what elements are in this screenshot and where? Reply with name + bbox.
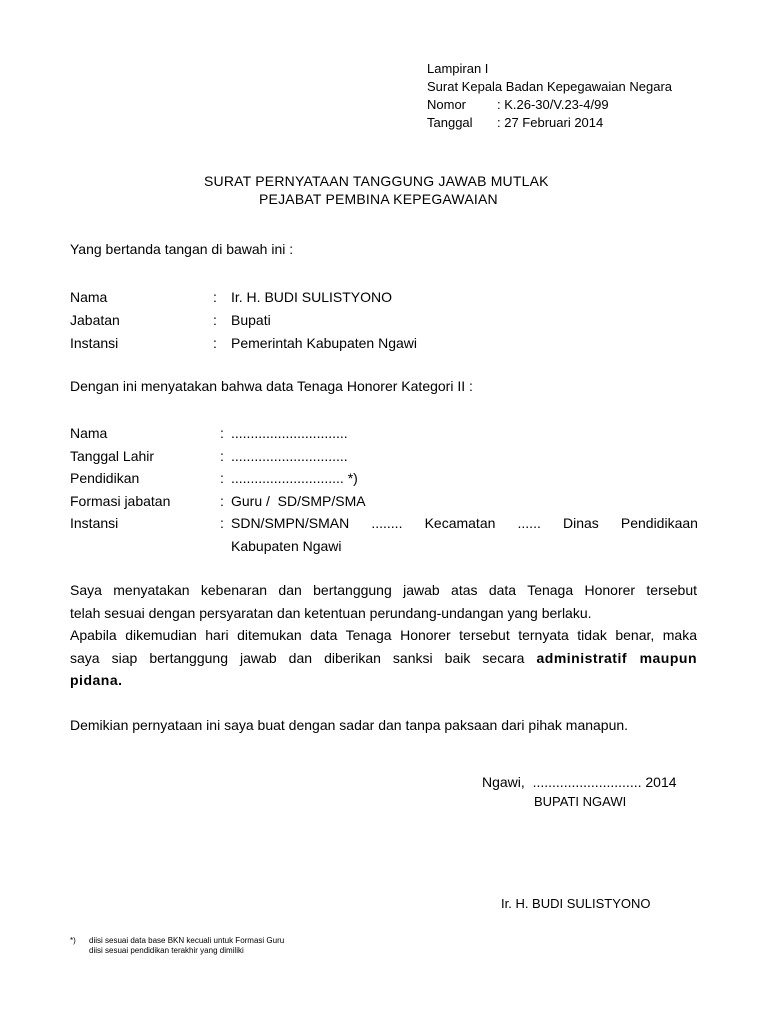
statement-text: Dengan ini menyatakan bahwa data Tenaga Honorer Kategori II :	[70, 378, 473, 394]
official-identity	[70, 286, 417, 355]
nomor-label: Nomor	[427, 97, 467, 112]
honorer-birthdate-label: Tanggal Lahir	[70, 447, 155, 464]
official-position-row	[70, 309, 417, 332]
surat-text: Surat Kepala Badan Kepegawaian Negara	[427, 79, 673, 94]
honorer-name-value: ..............................	[231, 425, 348, 441]
honorer-education-label: Pendidikan	[70, 470, 140, 486]
official-agency-label: Instansi	[70, 335, 119, 351]
separator: :	[220, 470, 224, 486]
honorer-formation-label: Formasi jabatan	[70, 492, 171, 509]
paragraph-line-normal: saya siap bertanggung jawab dan diberikan sanksi baik secara	[70, 649, 525, 666]
official-agency-row	[70, 332, 417, 355]
footnote-line: diisi sesuai pendidikan terakhir yang dimiliki	[89, 946, 244, 955]
separator: :	[220, 515, 224, 531]
honorer-birthdate-row	[70, 445, 698, 468]
paragraph-line: Apabila dikemudian hari ditemukan data Tenaga Honorer tersebut ternyata tidak benar, maka	[70, 627, 697, 643]
official-name-label: Nama	[70, 289, 108, 305]
separator: :	[220, 447, 224, 464]
honorer-identity	[70, 422, 698, 557]
separator: :	[213, 312, 217, 328]
agency-part: Dinas	[562, 515, 599, 531]
paragraph-line-bold: pidana.	[70, 672, 123, 688]
signature-name: Ir. H. BUDI SULISTYONO	[501, 896, 651, 911]
document-title-line1: SURAT PERNYATAAN TANGGUNG JAWAB MUTLAK	[204, 173, 549, 189]
closing-text: Demikian pernyataan ini saya buat dengan sadar dan tanpa paksaan dari pihak manapun.	[70, 717, 629, 733]
signature-place-date: Ngawi, ............................ 2014	[482, 774, 677, 790]
honorer-agency-row	[70, 512, 698, 535]
official-name-row	[70, 286, 417, 309]
footnote-mark: *)	[70, 936, 76, 945]
footnote-spacer	[70, 946, 89, 956]
honorer-education-value: ............................. *)	[231, 470, 358, 486]
separator: :	[220, 492, 224, 509]
honorer-name-label: Nama	[70, 425, 108, 441]
footnote-line: diisi sesuai data base BKN kecuali untuk Formasi Guru	[89, 936, 285, 945]
agency-part: Kecamatan	[424, 515, 496, 531]
honorer-agency-value	[231, 512, 698, 535]
official-position-value: Bupati	[231, 312, 271, 328]
official-agency-value: Pemerintah Kabupaten Ngawi	[231, 335, 418, 351]
official-name-value: Ir. H. BUDI SULISTYONO	[231, 289, 393, 305]
honorer-birthdate-value: ..............................	[231, 447, 348, 464]
agency-part: ......	[517, 515, 541, 531]
paragraph-line: telah sesuai dengan persyaratan dan ketentuan perundang-undangan yang berlaku.	[70, 604, 592, 621]
intro-text: Yang bertanda tangan di bawah ini :	[70, 241, 294, 257]
nomor-value: : K.26-30/V.23-4/99	[497, 97, 609, 112]
honorer-agency-label: Instansi	[70, 515, 119, 531]
attachment-header	[427, 60, 672, 132]
paragraph-line: Saya menyatakan kebenaran dan bertanggung jawab atas data Tenaga Honorer tersebut	[70, 582, 697, 598]
footnote	[70, 936, 284, 956]
signature-office: BUPATI NGAWI	[534, 794, 627, 809]
honorer-name-row	[70, 422, 698, 445]
paragraph-line-bold: administratif maupun	[536, 649, 698, 666]
lampiran-text: Lampiran I	[427, 61, 489, 76]
responsibility-paragraph	[70, 579, 697, 692]
official-position-label: Jabatan	[70, 312, 120, 328]
honorer-education-row	[70, 467, 698, 490]
separator: :	[213, 335, 217, 351]
separator: :	[220, 425, 224, 441]
paragraph-line	[70, 647, 697, 670]
honorer-formation-value: Guru / SD/SMP/SMA	[231, 492, 366, 509]
separator: :	[213, 289, 217, 305]
honorer-agency-continuation: Kabupaten Ngawi	[231, 537, 342, 554]
document-title-line2: PEJABAT PEMBINA KEPEGAWAIAN	[259, 191, 498, 207]
honorer-formation-row	[70, 490, 698, 513]
tanggal-label: Tanggal	[427, 115, 473, 130]
agency-part: ........	[371, 515, 403, 531]
agency-part: Pendidikaan	[620, 515, 698, 531]
tanggal-value: : 27 Februari 2014	[497, 115, 604, 130]
agency-part: SDN/SMPN/SMAN	[231, 515, 350, 531]
